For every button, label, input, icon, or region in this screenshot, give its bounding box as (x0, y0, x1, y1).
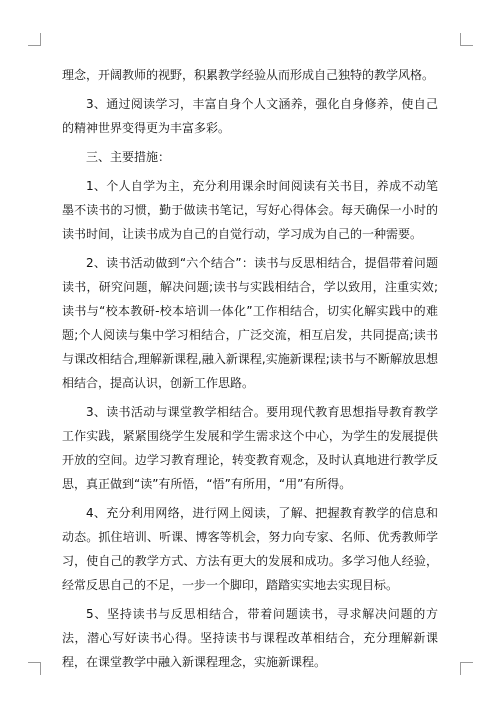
paragraph-measure-3: 3、读书活动与课堂教学相结合。要用现代教育思想指导教育教学工作实践，紧紧围绕学生发展和学生需求这个中心，为学生的发展提供开放的空间。边学习教育理论，转变教育观念，及时认真地进行教学反思，真正做到“读”有所悟，“悟”有所用，“用”有所得。 (62, 405, 438, 491)
paragraph-measure-2: 2、读书活动做到“六个结合”：读书与反思相结合，提倡带着问题读书，研究问题，解决问题;读书与实践相结合，学以致用，注重实效;读书与“校本教研-校本培训一体化”工作相结合，切实化解实践中的难题;个人阅读与集中学习相结合，广泛交流，相互启发，共同提高;读书与课改相结合,理解新课程,融入新课程,实施新课程;读书与不断解放思想相结合，提高认识，创新工作思路。 (62, 256, 438, 390)
section-heading-measures: 三、主要措施： (86, 150, 171, 164)
crop-mark-top-left (28, 33, 41, 46)
crop-mark-top-right (460, 33, 473, 46)
crop-mark-bottom-left (28, 662, 41, 675)
paragraph-goal-3: 3、通过阅读学习，丰富自身个人文涵养，强化自身修养，使自己的精神世界变得更为丰富多彩。 (62, 97, 438, 135)
document-body (62, 63, 438, 679)
paragraph-measure-5: 5、坚持读书与反思相结合，带着问题读书，寻求解决问题的方法，潜心写好读书心得。坚持读书与课程改革相结合，充分理解新课程，在课堂教学中融入新课程理念，实施新课程。 (62, 607, 438, 669)
paragraph-measure-1: 1、个人自学为主，充分利用课余时间阅读有关书目，养成不动笔墨不读书的习惯，勤于做读书笔记，写好心得体会。每天确保一小时的读书时间，让读书成为自己的自觉行动，学习成为自己的一种需要。 (62, 179, 438, 241)
paragraph-continuation: 理念，开阔教师的视野，积累教学经验从而形成自己独特的教学风格。 (62, 68, 435, 82)
paragraph-measure-4: 4、充分利用网络，进行网上阅读，了解、把握教育教学的信息和动态。抓住培训、听课、博客等机会，努力向专家、名师、优秀教师学习，使自己的教学方式、方法有更大的发展和成功。多学习他人经验，经常反思自己的不足，一步一个脚印，踏踏实实地去实现目标。 (62, 506, 438, 592)
crop-mark-bottom-right (460, 662, 473, 675)
